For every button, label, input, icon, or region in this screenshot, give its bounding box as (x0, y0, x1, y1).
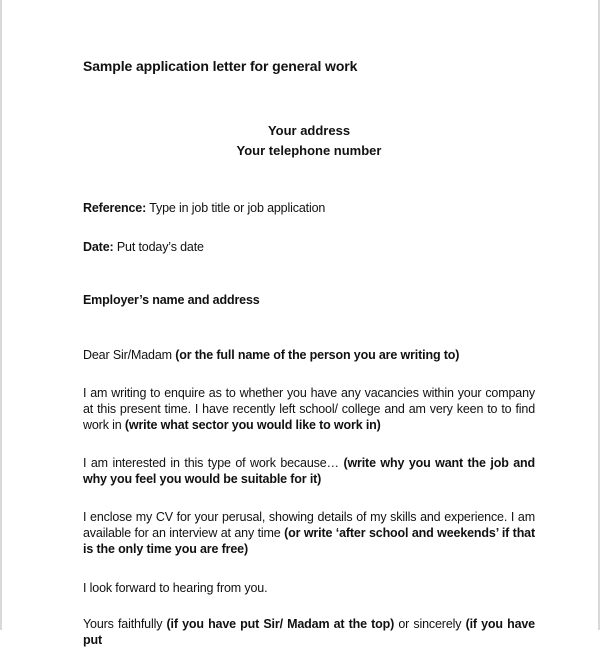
address-placeholder: Your address (267, 123, 351, 138)
salutation-text: Dear Sir/Madam (83, 348, 176, 362)
paragraph-cv-text: I enclose my CV for your perusal, showing details of my skills and experience. I am available for an interview at any time (83, 510, 535, 540)
reference-text: Type in job title or job application (146, 201, 326, 215)
telephone-placeholder: Your telephone number (236, 143, 382, 158)
paragraph-interest-hint: (write why you want the job and why you feel you would be suitable for it) (83, 456, 535, 486)
paragraph-enquiry-text: I am writing to enquire as to whether you have any vacancies within your company at this present time. I have recently left school/ college and am very keen to to find work in (83, 386, 535, 432)
date-line (83, 239, 535, 255)
salutation-line (83, 347, 535, 363)
paragraph-closing: I look forward to hearing from you. (83, 581, 268, 595)
page-edge-left (0, 0, 2, 630)
paragraph-cv (83, 509, 535, 557)
salutation-hint: (or the full name of the person you are writing to) (175, 348, 460, 362)
paragraph-enquiry-hint: (write what sector you would like to work in) (124, 418, 381, 432)
signoff-hint-1: (if you have put Sir/ Madam at the top) (166, 617, 395, 631)
signoff-line (83, 616, 535, 648)
paragraph-interest-text: I am interested in this type of work because… (83, 456, 344, 470)
date-text: Put today’s date (113, 240, 204, 254)
paragraph-cv-hint: (or write ‘after school and weekends’ if that is the only time you are free) (83, 526, 535, 556)
date-label: Date: (83, 240, 114, 254)
signoff-text-2: or sincerely (394, 617, 466, 631)
reference-line (83, 200, 535, 216)
employer-line: Employer’s name and address (83, 293, 260, 307)
paragraph-interest (83, 455, 535, 487)
reference-label: Reference: (83, 201, 147, 215)
signoff-text-1: Yours faithfully (83, 617, 167, 631)
paragraph-enquiry (83, 385, 535, 433)
document-title: Sample application letter for general work (83, 58, 358, 74)
signoff-hint-2: (if you have put (83, 617, 535, 647)
